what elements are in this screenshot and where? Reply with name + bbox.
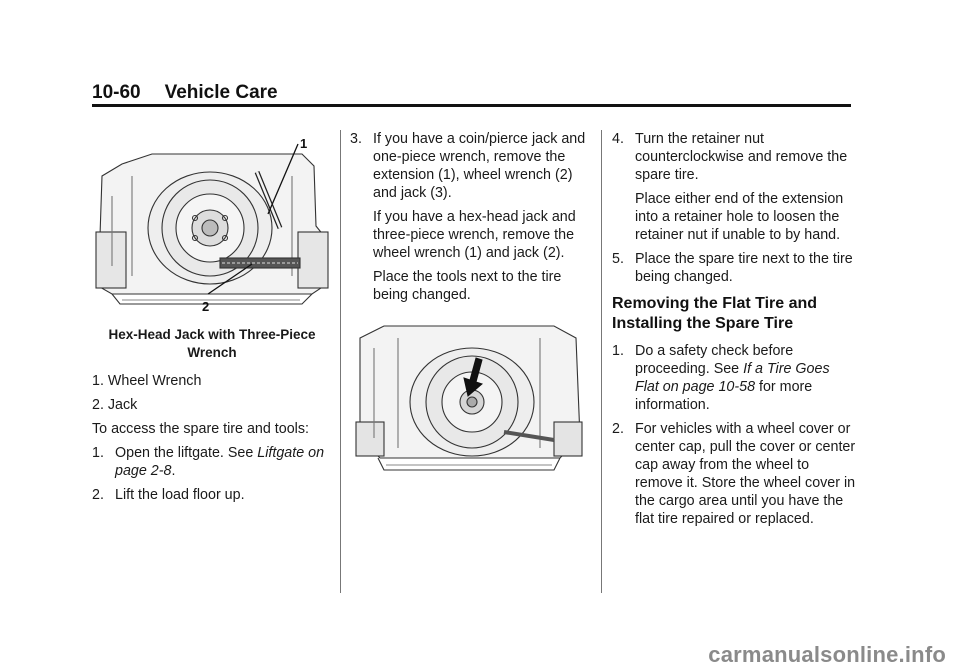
- column-divider-2: [601, 130, 602, 593]
- page-header: [92, 82, 278, 104]
- cross-reference: Liftgate on page 2-8: [115, 445, 325, 479]
- header-rule: [92, 104, 851, 107]
- spare-tire-retainer-figure: [354, 318, 586, 478]
- watermark: carmanualsonline.info: [708, 642, 946, 667]
- legend-item-2: 2. Jack: [92, 397, 138, 413]
- page-number: 10-60: [92, 82, 141, 103]
- intro-text: To access the spare tire and tools:: [92, 421, 309, 437]
- spare-tire-jack-figure: [92, 136, 332, 316]
- step-paragraph: Place either end of the extension into a retainer hole to loosen the retainer nut if unable to by hand.: [635, 191, 844, 243]
- step-paragraph: If you have a hex-head jack and three-piece wrench, remove the wheel wrench (1) and jack (2).: [373, 209, 576, 261]
- list-item: 2. For vehicles with a wheel cover or center cap, pull the cover or center cap away from the wheel to remove it. Store the wheel cover in the cargo area until you have the flat tire repaired or replaced.: [612, 421, 856, 527]
- callout-1: 1: [300, 136, 308, 151]
- cross-reference: If a Tire Goes Flat on page 10-58: [635, 361, 830, 395]
- list-item: 4. Turn the retainer nut counterclockwise and remove the spare tire.: [612, 131, 848, 183]
- column-2: [350, 130, 590, 304]
- legend-item-1: 1. Wheel Wrench: [92, 373, 202, 389]
- list-item: 3. If you have a coin/pierce jack and one-piece wrench, remove the extension (1), wheel wrench (2) and jack (3).: [350, 131, 586, 201]
- list-item: 1. Do a safety check before proceeding. See If a Tire Goes Flat on page 10-58 for more information.: [612, 343, 830, 413]
- list-item: 5. Place the spare tire next to the tire being changed.: [612, 251, 853, 285]
- column-3: [612, 130, 856, 528]
- step-paragraph: Place the tools next to the tire being changed.: [373, 269, 562, 303]
- column-divider-1: [340, 130, 341, 593]
- section-title: Vehicle Care: [164, 82, 278, 103]
- column-1: [92, 326, 332, 504]
- list-item: 2. Lift the load floor up.: [92, 487, 245, 503]
- callout-2: 2: [202, 299, 210, 314]
- list-item: 1. Open the liftgate. See Liftgate on page 2-8.: [92, 445, 325, 479]
- section-heading: Removing the Flat Tire and Installing the Spare Tire: [612, 295, 818, 332]
- figure-caption: Hex-Head Jack with Three-Piece Wrench: [108, 327, 316, 360]
